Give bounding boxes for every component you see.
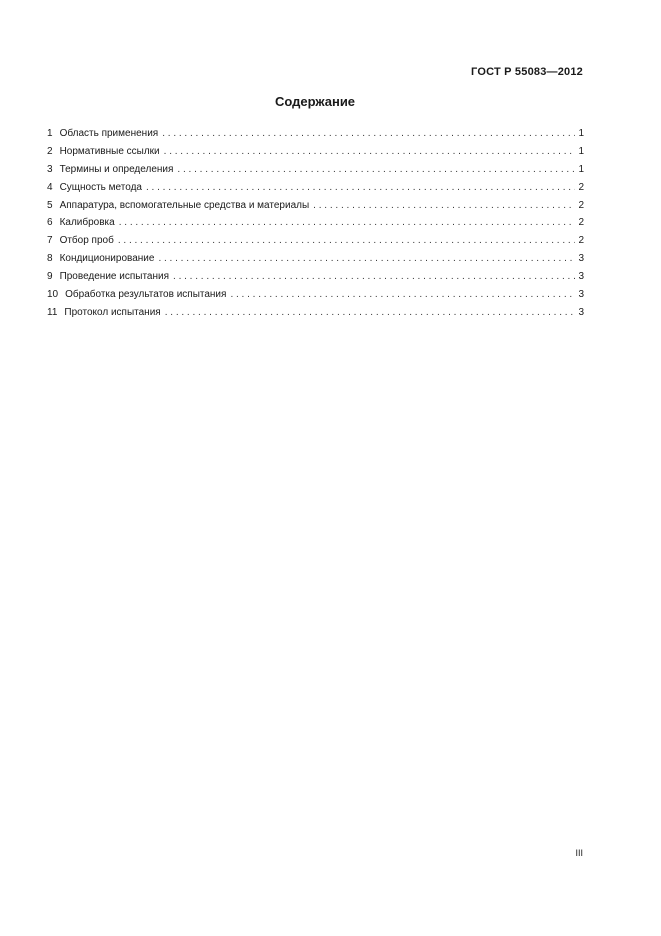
toc-entry-number: 3 xyxy=(47,163,53,175)
toc-entry-label: Аппаратура, вспомогательные средства и материалы xyxy=(59,199,310,211)
toc-entry[interactable] xyxy=(47,197,584,215)
toc-dot-leader xyxy=(118,232,575,250)
toc-entry-label: Термины и определения xyxy=(59,163,174,175)
toc-entry-label: Область применения xyxy=(59,128,159,139)
toc-dot-leader xyxy=(146,179,575,197)
toc-entry-page: 2 xyxy=(578,217,584,229)
toc-dot-leader xyxy=(313,197,575,215)
toc-entry[interactable] xyxy=(47,286,584,304)
toc-entry[interactable] xyxy=(47,179,584,197)
toc-entry-number: 4 xyxy=(47,181,53,193)
toc-entry-page: 2 xyxy=(578,235,584,247)
toc-entry-page: 3 xyxy=(578,253,584,265)
toc-entry-label: Кондиционирование xyxy=(59,253,155,265)
toc-entry-label: Обработка результатов испытания xyxy=(65,289,227,301)
toc-entry-page: 2 xyxy=(578,199,584,211)
toc-dot-leader xyxy=(173,268,575,286)
toc-dot-leader xyxy=(164,143,575,161)
toc-entry-number: 11 xyxy=(47,306,58,318)
page-number: III xyxy=(575,848,583,858)
toc-entry[interactable] xyxy=(47,125,584,143)
toc-entry[interactable] xyxy=(47,143,584,161)
toc-dot-leader xyxy=(230,286,575,304)
table-of-contents xyxy=(47,125,584,322)
toc-entry-label: Сущность метода xyxy=(59,181,142,193)
toc-entry-page: 1 xyxy=(578,128,584,139)
toc-entry-number: 5 xyxy=(47,199,53,211)
toc-entry[interactable] xyxy=(47,214,584,232)
toc-dot-leader xyxy=(162,125,575,143)
toc-dot-leader xyxy=(165,304,575,322)
toc-entry-label: Калибровка xyxy=(59,217,115,229)
toc-entry[interactable] xyxy=(47,268,584,286)
toc-entry[interactable] xyxy=(47,304,584,322)
standard-code: ГОСТ Р 55083—2012 xyxy=(471,66,583,78)
toc-entry-label: Проведение испытания xyxy=(59,271,170,283)
toc-entry-label: Нормативные ссылки xyxy=(59,145,160,157)
toc-entry-number: 9 xyxy=(47,271,53,283)
toc-entry-label: Протокол испытания xyxy=(64,306,161,318)
toc-dot-leader xyxy=(177,161,575,179)
toc-dot-leader xyxy=(158,250,575,268)
toc-entry[interactable] xyxy=(47,232,584,250)
toc-entry[interactable] xyxy=(47,250,584,268)
toc-entry-page: 1 xyxy=(578,145,584,157)
toc-entry-page: 3 xyxy=(578,306,584,318)
toc-entry-number: 2 xyxy=(47,145,53,157)
toc-entry-page: 3 xyxy=(578,271,584,283)
toc-entry-number: 6 xyxy=(47,217,53,229)
toc-entry-number: 10 xyxy=(47,289,59,301)
toc-entry-number: 1 xyxy=(47,128,53,139)
toc-entry-number: 8 xyxy=(47,253,53,265)
toc-entry-page: 3 xyxy=(578,289,584,301)
toc-entry-label: Отбор проб xyxy=(59,235,114,247)
toc-entry-page: 2 xyxy=(578,181,584,193)
toc-entry-number: 7 xyxy=(47,235,53,247)
toc-entry-page: 1 xyxy=(578,163,584,175)
toc-title: Содержание xyxy=(274,94,356,109)
toc-dot-leader xyxy=(119,214,575,232)
toc-entry[interactable] xyxy=(47,161,584,179)
